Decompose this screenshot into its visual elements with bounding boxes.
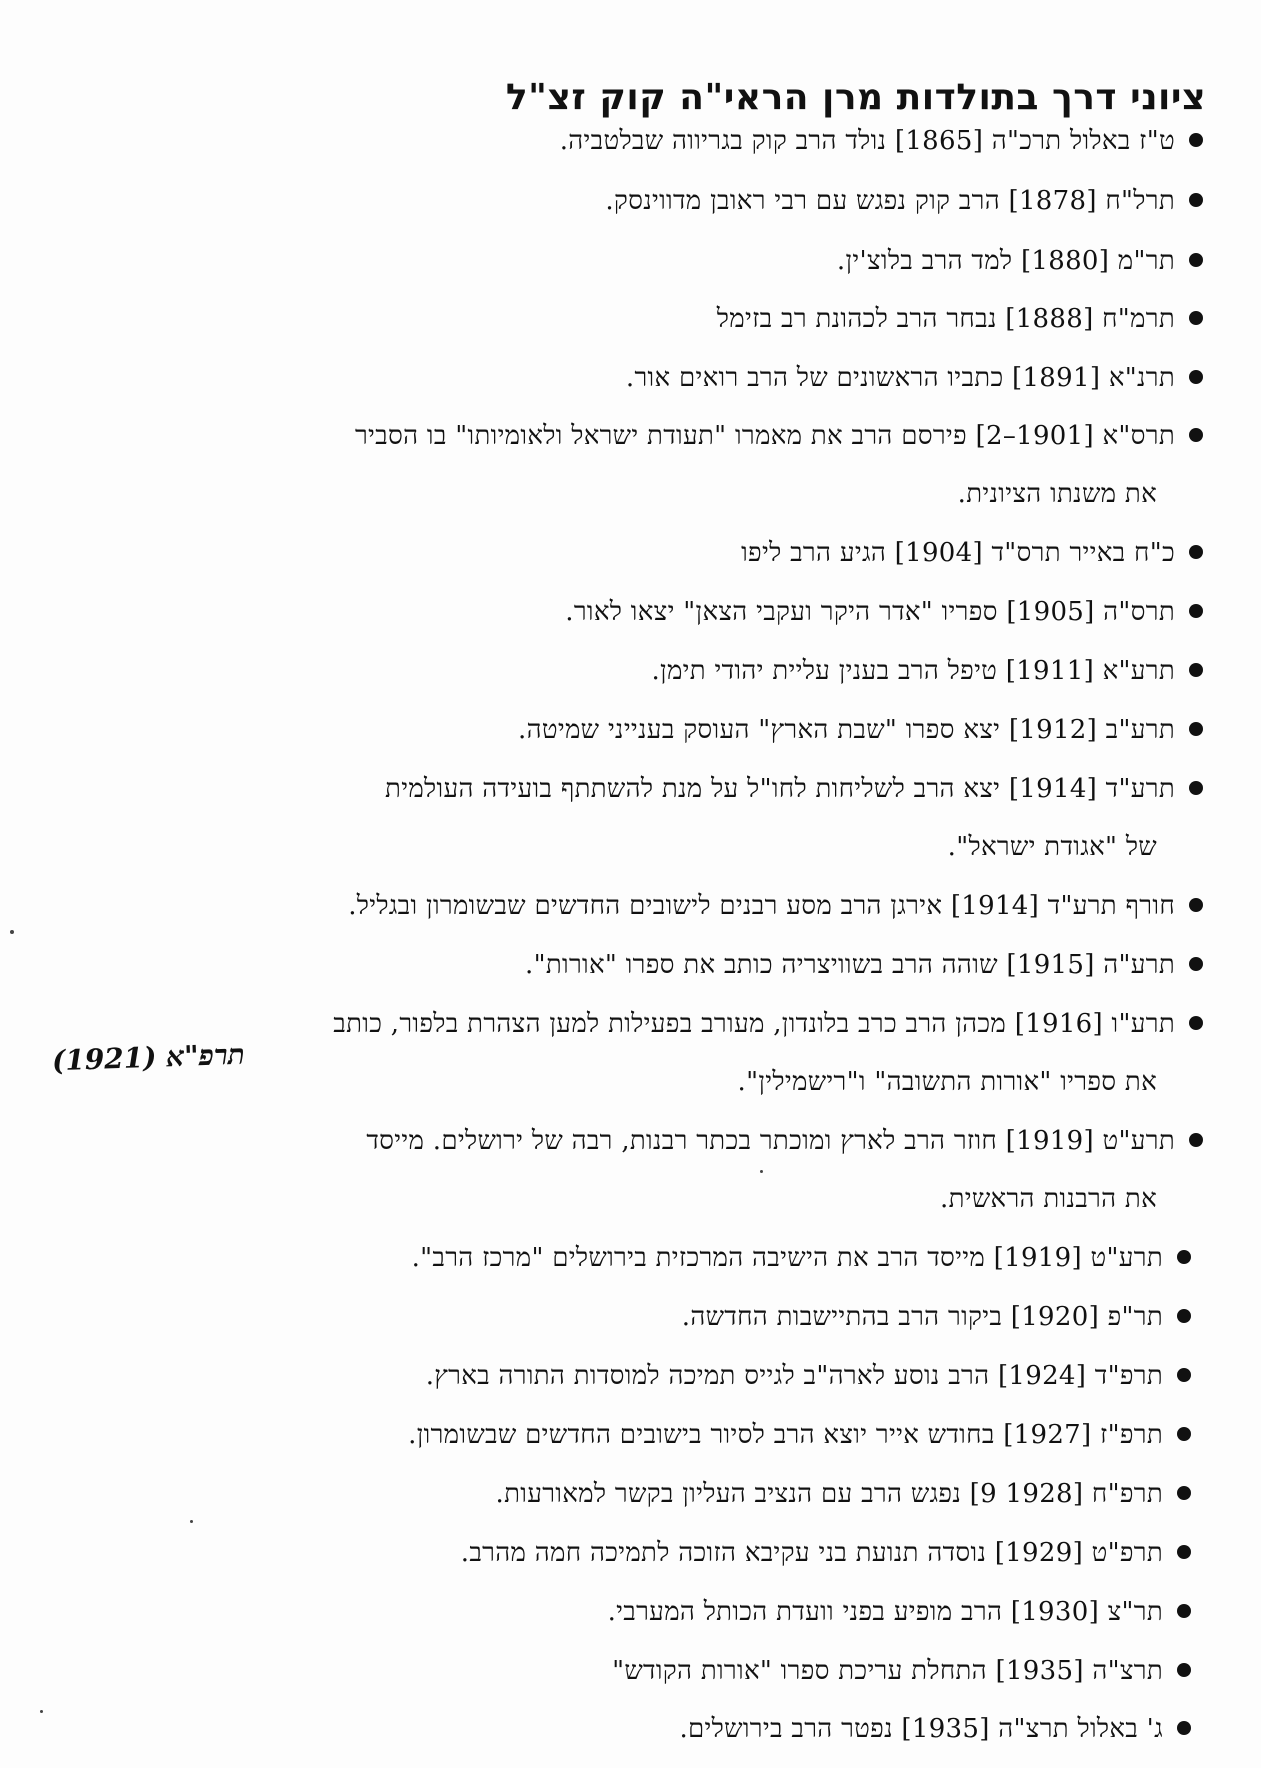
timeline-item <box>408 1406 1191 1464</box>
timeline-item-text: תרע"ב [1912] יצא ספרו "שבת הארץ" העוסק בענייני שמיטה. <box>518 715 1175 745</box>
bullet-icon <box>1189 545 1203 559</box>
timeline-item-continuation: את משנתו הציונית. <box>957 479 1157 509</box>
timeline-item <box>426 1347 1191 1405</box>
timeline-item <box>385 760 1203 876</box>
timeline-item-text: תרע"ו [1916] מכהן הרב כרב בלונדון, מעורב בפעילות למען הצהרת בלפור, כותב <box>333 1009 1175 1039</box>
scan-speck <box>190 1520 193 1523</box>
timeline-item-text: תרס"ה [1905] ספריו "אדר היקר ועקבי הצאן" יצאו לאור. <box>565 597 1175 627</box>
timeline-item <box>355 407 1203 523</box>
bullet-icon <box>1189 311 1203 325</box>
timeline-item <box>605 172 1203 230</box>
timeline-item <box>348 877 1203 935</box>
timeline-item-text: תר"מ [1880] למד הרב בלוצ'ין. <box>836 246 1175 276</box>
scan-speck <box>10 930 14 934</box>
timeline-item-text: תרע"ד [1914] יצא הרב לשליחות לחו"ל על מנת להשתתף בועידה העולמית <box>385 774 1175 804</box>
handwritten-note: תרפ"א (1921) <box>51 1037 246 1078</box>
timeline-item <box>496 1465 1191 1523</box>
document-title: ציוני דרך בתולדות מרן הראי"ה קוק זצ"ל <box>505 77 1206 119</box>
timeline-item-continuation: של "אגודת ישראל". <box>947 832 1157 862</box>
timeline-item-text: תרפ"ח [1928 9] נפגש הרב עם הנציב העליון בקשר למאורעות. <box>495 1479 1163 1509</box>
timeline-item-text: ג' באלול תרצ"ה [1935] נפטר הרב בירושלים. <box>679 1714 1163 1744</box>
bullet-icon <box>1189 370 1203 384</box>
bullet-icon <box>1189 428 1203 442</box>
timeline-item-text: תר"פ [1920] ביקור הרב בהתיישבות החדשה. <box>681 1302 1163 1332</box>
bullet-icon <box>1189 663 1203 677</box>
timeline-item <box>366 1112 1203 1228</box>
bullet-icon <box>1177 1663 1191 1677</box>
timeline-item <box>525 936 1203 994</box>
timeline-item <box>679 1700 1191 1758</box>
timeline-item-text: תרע"ה [1915] שוהה הרב בשוויצריה כותב את ספרו "אורות". <box>525 950 1175 980</box>
timeline-item <box>626 349 1203 407</box>
timeline-item-text: תרע"א [1911] טיפל הרב בענין עליית יהודי תימן. <box>651 656 1175 686</box>
timeline-item <box>333 995 1203 1111</box>
timeline-item-text: תרס"א [1901–2] פירסם הרב את מאמרו "תעודת ישראל ולאומיותו" בו הסביר <box>354 421 1175 451</box>
timeline-item-text: תר"צ [1930] הרב מופיע בפני וועדת הכותל המערבי. <box>607 1597 1163 1627</box>
timeline-item-text: חורף תרע"ד [1914] אירגן הרב מסע רבנים לישובים החדשים שבשומרון ובגליל. <box>348 891 1175 921</box>
timeline-item-text: תרע"ט [1919] חוזר הרב לארץ ומוכתר בכתר רבנות, רבה של ירושלים. מייסד <box>366 1126 1175 1156</box>
bullet-icon <box>1189 722 1203 736</box>
bullet-icon <box>1177 1604 1191 1618</box>
timeline-item <box>518 701 1203 759</box>
timeline-item-text: תרצ"ה [1935] התחלת עריכת ספרו "אורות הקודש" <box>612 1656 1163 1686</box>
bullet-icon <box>1189 193 1203 207</box>
bullet-icon <box>1189 253 1203 267</box>
timeline-item <box>461 1524 1191 1582</box>
bullet-icon <box>1189 604 1203 618</box>
timeline-item <box>682 1288 1191 1346</box>
bullet-icon <box>1177 1545 1191 1559</box>
bullet-icon <box>1189 1133 1203 1147</box>
timeline-item-continuation: את הרבנות הראשית. <box>940 1184 1157 1214</box>
timeline-item-text: ט"ז באלול תרכ"ה [1865] נולד הרב קוק בגריווה שבלטביה. <box>559 126 1175 156</box>
bullet-icon <box>1177 1368 1191 1382</box>
timeline-item <box>412 1229 1191 1287</box>
timeline-item <box>612 1642 1191 1700</box>
scan-speck <box>40 1710 43 1713</box>
bullet-icon <box>1189 781 1203 795</box>
bullet-icon <box>1189 957 1203 971</box>
timeline-item <box>651 642 1203 700</box>
bullet-icon <box>1189 1016 1203 1030</box>
bullet-icon <box>1189 133 1203 147</box>
timeline-item-text: תרע"ט [1919] מייסד הרב את הישיבה המרכזית בירושלים "מרכז הרב". <box>411 1243 1163 1273</box>
timeline-item-text: תרפ"ז [1927] בחודש אייר יוצא הרב לסיור בישובים החדשים שבשומרון. <box>408 1420 1163 1450</box>
timeline-item <box>741 524 1203 582</box>
timeline-item <box>560 112 1203 170</box>
bullet-icon <box>1189 898 1203 912</box>
timeline-item <box>717 290 1203 348</box>
timeline-item-text: תרפ"ד [1924] הרב נוסע לארה"ב לגייס תמיכה למוסדות התורה בארץ. <box>425 1361 1163 1391</box>
bullet-icon <box>1177 1721 1191 1735</box>
timeline-item <box>565 583 1203 641</box>
scan-speck <box>760 1170 763 1173</box>
timeline-item-continuation: את ספריו "אורות התשובה" ו"רישמילין". <box>737 1067 1157 1097</box>
timeline-item <box>608 1583 1191 1641</box>
bullet-icon <box>1177 1309 1191 1323</box>
timeline-item <box>837 232 1203 290</box>
bullet-icon <box>1177 1486 1191 1500</box>
timeline-item-text: תרל"ח [1878] הרב קוק נפגש עם רבי ראובן מדווינסק. <box>605 186 1175 216</box>
timeline-item-text: תרפ"ט [1929] נוסדה תנועת בני עקיבא הזוכה לתמיכה חמה מהרב. <box>460 1538 1163 1568</box>
bullet-icon <box>1177 1427 1191 1441</box>
timeline-item-text: כ"ח באייר תרס"ד [1904] הגיע הרב ליפו <box>741 538 1175 568</box>
bullet-icon <box>1177 1250 1191 1264</box>
timeline-item-text: תרנ"א [1891] כתביו הראשונים של הרב רואים אור. <box>625 363 1175 393</box>
timeline-item-text: תרמ"ח [1888] נבחר הרב לכהונת רב בזימל <box>716 304 1175 334</box>
